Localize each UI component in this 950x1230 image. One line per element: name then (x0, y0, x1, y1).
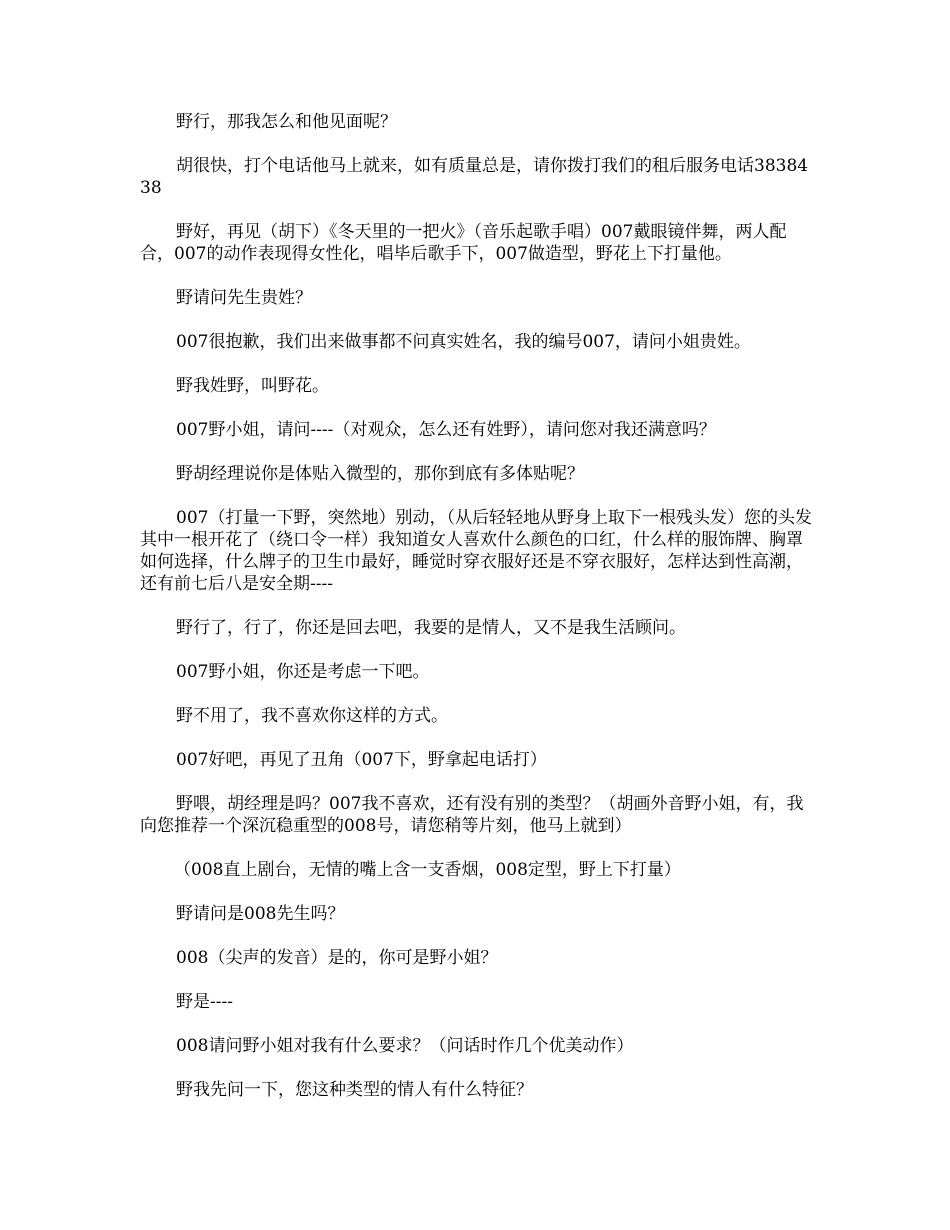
paragraph: 野行，那我怎么和他见面呢？ (176, 112, 397, 132)
paragraph: 007（打量一下野，突然地）别动，（从后轻轻地从野身上取下一根残头发）您的头发其中一根开花了（绕口令一样）我知道女人喜欢什么颜色的口红，什么样的服饰牌、胸罩如何选择，什么牌子的卫生巾最好，睡觉时穿衣服好还是不穿衣服好，怎样达到性高潮，还有前七后八是安全期---- (140, 508, 812, 594)
paragraph: 007很抱歉，我们出来做事都不问真实姓名，我的编号007，请问小姐贵姓。 (176, 332, 751, 352)
paragraph: 野喂，胡经理是吗？007我不喜欢，还有没有别的类型？（胡画外音野小姐，有，我向您推荐一个深沉稳重型的008号，请您稍等片刻，他马上就到） (140, 794, 804, 836)
paragraph: 野是---- (176, 992, 233, 1012)
stage-direction: （008直上剧台，无情的嘴上含一支香烟，008定型，野上下打量） (174, 860, 681, 880)
document-body (140, 111, 812, 1123)
paragraph: 野行了，行了，你还是回去吧，我要的是情人，又不是我生活顾问。 (176, 618, 686, 638)
paragraph: 007野小姐，你还是考虑一下吧。 (176, 662, 430, 682)
paragraph: 野好，再见（胡下）《冬天里的一把火》（音乐起歌手唱）007戴眼镜伴舞，两人配合，007的动作表现得女性化，唱毕后歌手下，007做造型，野花上下打量他。 (140, 222, 787, 264)
paragraph: 野请问先生贵姓？ (176, 288, 312, 308)
paragraph: 008请问野小姐对我有什么要求？（问话时作几个优美动作） (176, 1036, 634, 1056)
paragraph: 007好吧，再见了丑角（007下，野拿起电话打） (176, 750, 547, 770)
paragraph: 野我姓野，叫野花。 (176, 376, 329, 396)
paragraph: 野我先问一下，您这种类型的情人有什么特征？ (176, 1080, 533, 1100)
paragraph: 胡很快，打个电话他马上就来，如有质量总是，请你拨打我们的租后服务电话3838438 (140, 156, 809, 198)
paragraph: 野不用了，我不喜欢你这样的方式。 (176, 706, 448, 726)
paragraph: 野请问是008先生吗？ (176, 904, 345, 924)
paragraph: 野胡经理说你是体贴入微型的，那你到底有多体贴呢？ (176, 464, 584, 484)
paragraph: 008（尖声的发音）是的，你可是野小姐？ (176, 948, 498, 968)
paragraph: 007野小姐，请问----（对观众，怎么还有姓野），请问您对我还满意吗？ (176, 420, 716, 440)
